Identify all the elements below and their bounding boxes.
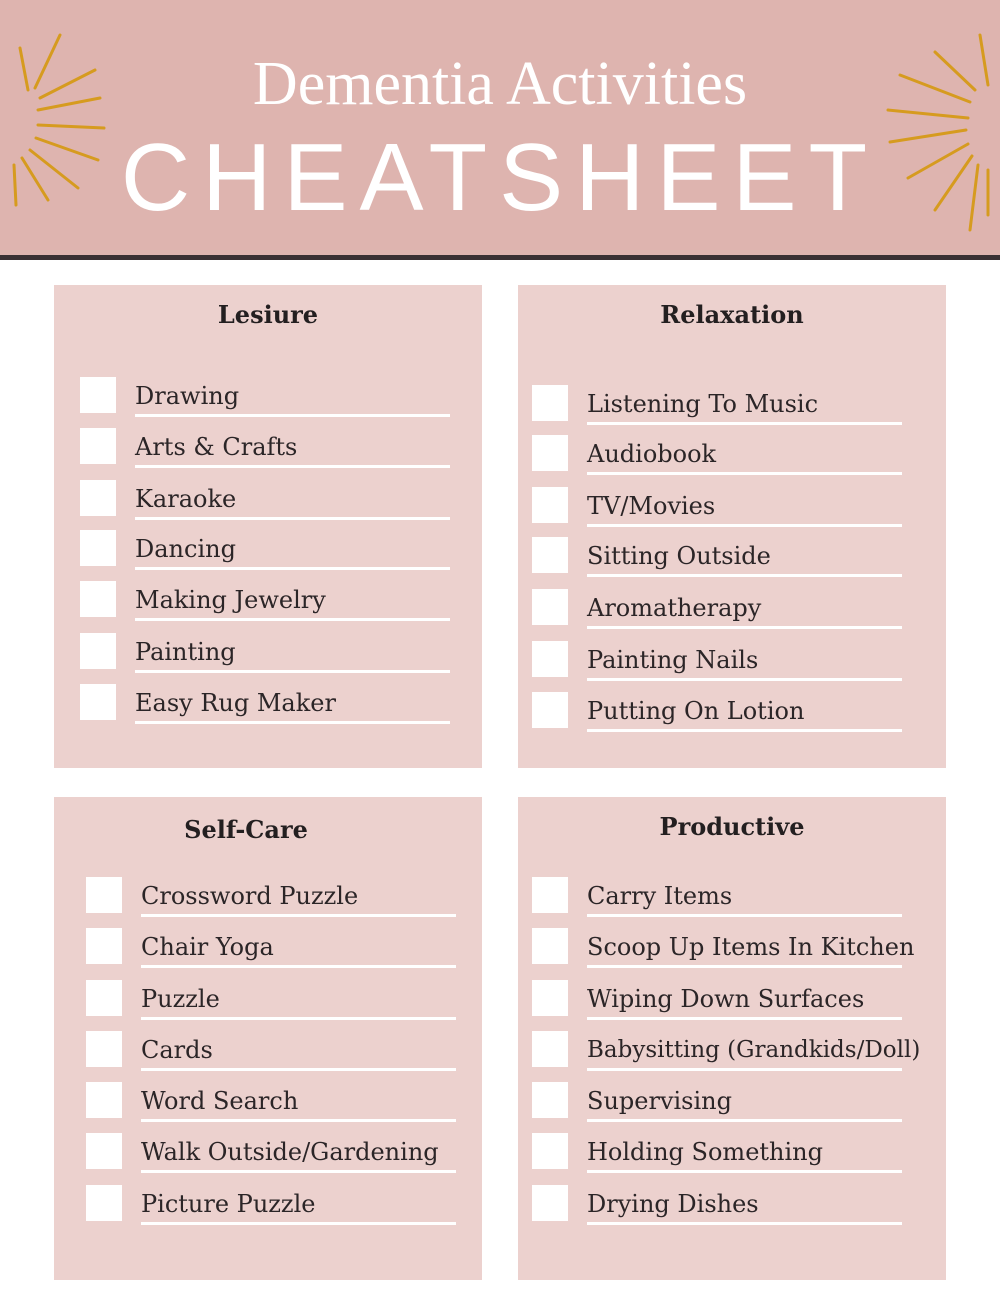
item-label: Putting On Lotion xyxy=(587,697,805,725)
list-item[interactable] xyxy=(532,980,932,1020)
underline xyxy=(141,965,456,968)
checkbox[interactable] xyxy=(86,980,122,1016)
checkbox[interactable] xyxy=(86,1082,122,1118)
item-label: Drying Dishes xyxy=(587,1190,759,1218)
underline xyxy=(135,670,450,673)
underline xyxy=(141,1222,456,1225)
checkbox[interactable] xyxy=(86,928,122,964)
panel-title: Lesiure xyxy=(217,300,319,329)
checkbox[interactable] xyxy=(80,633,116,669)
list-item[interactable] xyxy=(532,589,912,629)
underline xyxy=(135,618,450,621)
underline xyxy=(135,567,450,570)
list-item[interactable] xyxy=(532,641,912,681)
checkbox[interactable] xyxy=(532,980,568,1016)
checkbox[interactable] xyxy=(80,581,116,617)
list-item[interactable] xyxy=(86,980,466,1020)
list-item[interactable] xyxy=(532,435,912,475)
list-item[interactable] xyxy=(532,692,912,732)
list-item[interactable] xyxy=(86,877,466,917)
page-subtitle: Dementia Activities xyxy=(252,50,748,118)
checkbox[interactable] xyxy=(532,641,568,677)
underline xyxy=(587,1068,902,1071)
underline xyxy=(587,729,902,732)
checkbox[interactable] xyxy=(532,1082,568,1118)
item-label: Puzzle xyxy=(141,985,220,1013)
list-item[interactable] xyxy=(532,928,932,968)
list-item[interactable] xyxy=(532,1185,932,1225)
underline xyxy=(587,1222,902,1225)
underline xyxy=(587,524,902,527)
item-label: Scoop Up Items In Kitchen xyxy=(587,933,915,961)
header-divider xyxy=(0,255,1000,260)
checkbox[interactable] xyxy=(532,1031,568,1067)
list-item[interactable] xyxy=(532,487,912,527)
checkbox[interactable] xyxy=(80,684,116,720)
underline xyxy=(587,914,902,917)
checkbox[interactable] xyxy=(532,385,568,421)
item-label: Cards xyxy=(141,1036,213,1064)
underline xyxy=(587,1017,902,1020)
item-label: Drawing xyxy=(135,382,240,410)
panel-relaxation xyxy=(518,285,946,768)
panel-title: Relaxation xyxy=(660,300,804,329)
underline xyxy=(587,678,902,681)
panel-productive xyxy=(518,797,946,1280)
checkbox[interactable] xyxy=(80,530,116,566)
item-label: Holding Something xyxy=(587,1138,823,1166)
checkbox[interactable] xyxy=(532,692,568,728)
list-item[interactable] xyxy=(86,1185,466,1225)
checkbox[interactable] xyxy=(86,877,122,913)
item-label: Picture Puzzle xyxy=(141,1190,316,1218)
page-title: CHEATSHEET xyxy=(120,124,880,231)
checkbox[interactable] xyxy=(532,487,568,523)
item-label: Crossword Puzzle xyxy=(141,882,359,910)
underline xyxy=(135,465,450,468)
checkbox[interactable] xyxy=(532,537,568,573)
underline xyxy=(135,414,450,417)
panel-title: Productive xyxy=(659,812,805,841)
checkbox[interactable] xyxy=(532,435,568,471)
item-label: Sitting Outside xyxy=(587,542,771,570)
underline xyxy=(587,422,902,425)
item-label: Supervising xyxy=(587,1087,732,1115)
list-item[interactable] xyxy=(80,480,450,520)
checkbox[interactable] xyxy=(532,877,568,913)
checkbox[interactable] xyxy=(86,1185,122,1221)
underline xyxy=(587,1119,902,1122)
list-item[interactable] xyxy=(80,581,450,621)
underline xyxy=(135,721,450,724)
list-item[interactable] xyxy=(80,377,450,417)
list-item[interactable] xyxy=(532,1082,932,1122)
underline xyxy=(141,1119,456,1122)
item-label: Arts & Crafts xyxy=(135,433,298,461)
checkbox[interactable] xyxy=(532,928,568,964)
item-label: Painting xyxy=(135,638,236,666)
item-label: TV/Movies xyxy=(587,492,716,520)
panel-self-care xyxy=(54,797,482,1280)
checkbox[interactable] xyxy=(532,1185,568,1221)
underline xyxy=(141,1017,456,1020)
checkbox[interactable] xyxy=(80,480,116,516)
underline xyxy=(587,965,902,968)
list-item[interactable] xyxy=(86,1133,466,1173)
list-item[interactable] xyxy=(532,1031,932,1071)
item-label: Dancing xyxy=(135,535,236,563)
item-label: Walk Outside/Gardening xyxy=(141,1138,439,1166)
list-item[interactable] xyxy=(532,1133,932,1173)
panel-title: Self-Care xyxy=(184,815,308,844)
list-item[interactable] xyxy=(532,537,912,577)
item-label: Making Jewelry xyxy=(135,586,326,614)
checkbox[interactable] xyxy=(532,1133,568,1169)
item-label: Audiobook xyxy=(587,440,717,468)
item-label: Aromatherapy xyxy=(587,594,762,622)
checkbox[interactable] xyxy=(80,377,116,413)
underline xyxy=(141,1068,456,1071)
underline xyxy=(141,914,456,917)
panel-lesiure xyxy=(54,285,482,768)
underline xyxy=(587,626,902,629)
list-item[interactable] xyxy=(532,877,932,917)
item-label: Wiping Down Surfaces xyxy=(587,985,865,1013)
list-item[interactable] xyxy=(532,385,912,425)
underline xyxy=(141,1170,456,1173)
checkbox[interactable] xyxy=(80,428,116,464)
underline xyxy=(587,472,902,475)
item-label: Word Search xyxy=(141,1087,299,1115)
list-item[interactable] xyxy=(86,928,466,968)
list-item[interactable] xyxy=(86,1082,466,1122)
item-label: Carry Items xyxy=(587,882,733,910)
underline xyxy=(587,574,902,577)
list-item[interactable] xyxy=(86,1031,466,1071)
item-label: Painting Nails xyxy=(587,646,759,674)
underline xyxy=(587,1170,902,1173)
item-label: Easy Rug Maker xyxy=(135,689,336,717)
list-item[interactable] xyxy=(80,633,450,673)
item-label: Karaoke xyxy=(135,485,237,513)
item-label: Babysitting (Grandkids/Doll) xyxy=(587,1037,921,1063)
underline xyxy=(135,517,450,520)
checkbox[interactable] xyxy=(86,1133,122,1169)
header-banner xyxy=(0,0,1000,255)
list-item[interactable] xyxy=(80,530,450,570)
list-item[interactable] xyxy=(80,428,450,468)
checkbox[interactable] xyxy=(532,589,568,625)
item-label: Chair Yoga xyxy=(141,933,274,961)
item-label: Listening To Music xyxy=(587,390,819,418)
list-item[interactable] xyxy=(80,684,450,724)
checkbox[interactable] xyxy=(86,1031,122,1067)
